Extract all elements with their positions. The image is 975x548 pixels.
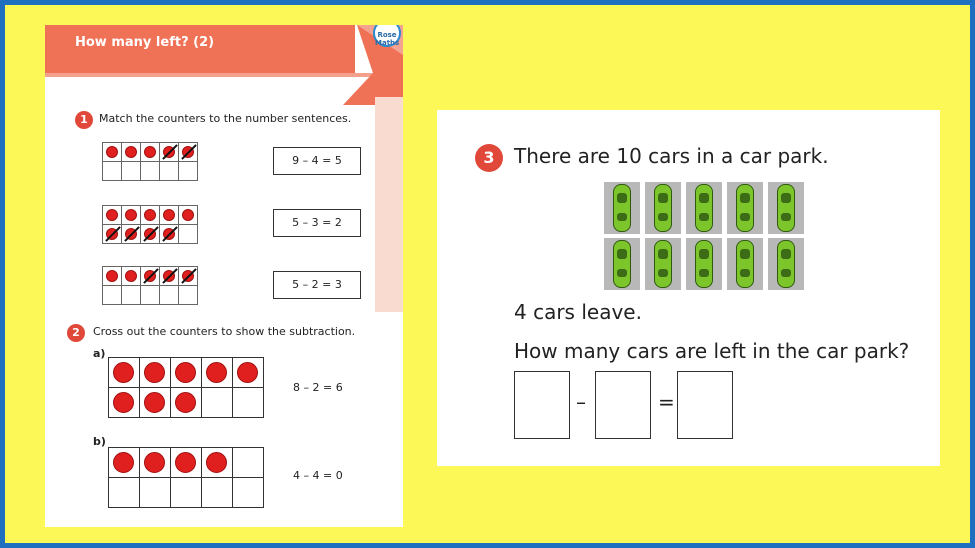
minus-sign: – [576, 390, 586, 414]
part-a-equation: 8 – 2 = 6 [293, 381, 343, 394]
car-icon [654, 240, 672, 288]
car-icon [695, 240, 713, 288]
parking-bay [645, 182, 681, 234]
equals-sign: = [658, 390, 675, 414]
question-3-line-3: How many cars are left in the car park? [514, 339, 910, 363]
ten-frame-3 [102, 266, 198, 305]
parking-bay [604, 182, 640, 234]
part-b-equation: 4 – 4 = 0 [293, 469, 343, 482]
question-1-number: 1 [75, 111, 93, 129]
parking-bay [686, 238, 722, 290]
parking-bay [727, 238, 763, 290]
car-icon [695, 184, 713, 232]
car-icon [654, 184, 672, 232]
question-3-card [437, 110, 940, 466]
side-tab [375, 97, 403, 312]
car-icon [736, 184, 754, 232]
parking-bay [768, 182, 804, 234]
answer-box-3[interactable] [677, 371, 733, 439]
parking-bay [686, 182, 722, 234]
car-icon [736, 240, 754, 288]
question-3-number: 3 [475, 144, 503, 172]
parking-bay [604, 238, 640, 290]
parking-bay [768, 238, 804, 290]
equation-box-2[interactable]: 5 – 3 = 2 [273, 209, 361, 237]
question-2-text: Cross out the counters to show the subtraction. [93, 325, 356, 338]
part-a-label: a) [93, 347, 106, 360]
answer-box-2[interactable] [595, 371, 651, 439]
ten-frame-1 [102, 142, 198, 181]
question-2-number: 2 [67, 324, 85, 342]
answer-box-1[interactable] [514, 371, 570, 439]
question-3-line-2: 4 cars leave. [514, 300, 642, 324]
ten-frame-b[interactable] [108, 447, 264, 508]
equation-box-1[interactable]: 9 – 4 = 5 [273, 147, 361, 175]
equation-box-3[interactable]: 5 – 2 = 3 [273, 271, 361, 299]
car-icon [613, 240, 631, 288]
ten-frame-2 [102, 205, 198, 244]
worksheet [45, 25, 403, 527]
car-icon [777, 184, 795, 232]
parking-bay [645, 238, 681, 290]
ten-frame-a[interactable] [108, 357, 264, 418]
car-icon [777, 240, 795, 288]
part-b-label: b) [93, 435, 106, 448]
question-1-text: Match the counters to the number sentences. [99, 112, 352, 125]
worksheet-title: How many left? (2) [75, 35, 215, 50]
car-park-image [602, 180, 812, 292]
question-3-line-1: There are 10 cars in a car park. [514, 144, 829, 168]
car-icon [613, 184, 631, 232]
parking-bay [727, 182, 763, 234]
white-rose-maths-logo: Rose Maths [373, 25, 401, 47]
